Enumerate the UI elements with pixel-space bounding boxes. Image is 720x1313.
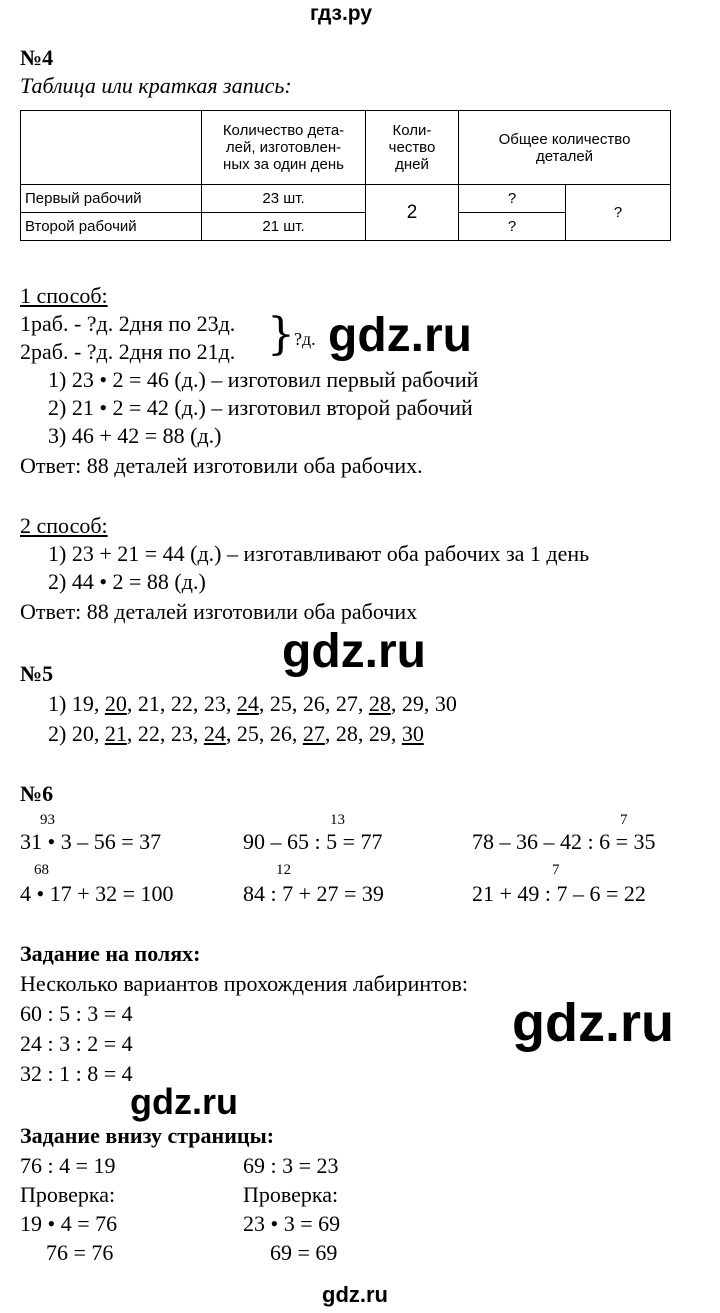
- table-header-cell: Коли- чество дней: [366, 111, 459, 185]
- watermark: gdz.ru: [130, 1081, 238, 1122]
- sequence-number: 20: [71, 721, 94, 746]
- task4-table: [20, 110, 671, 241]
- sequence-number-underlined: 21: [104, 721, 127, 746]
- table-cell: Первый рабочий: [21, 185, 202, 213]
- bottom-task-left-line: 76 : 4 = 19: [20, 1153, 116, 1178]
- sequence-number: 29: [368, 721, 391, 746]
- bottom-task-right-line: Проверка:: [243, 1182, 339, 1207]
- method2-answer: Ответ: 88 деталей изготовили оба рабочих: [20, 599, 418, 624]
- table-cell: 21 шт.: [202, 213, 366, 241]
- aux-number: 68: [34, 862, 49, 878]
- bottom-task-left-line: Проверка:: [20, 1182, 116, 1207]
- task6-expression: 90 – 65 : 5 = 77: [243, 829, 383, 854]
- sequence-number: 30: [434, 691, 457, 716]
- bottom-task-left-line: 19 • 4 = 76: [20, 1211, 118, 1236]
- sequence-number: 29: [401, 691, 424, 716]
- aux-number: 93: [40, 812, 55, 828]
- table-cell: 23 шт.: [202, 185, 366, 213]
- sequence-number-underlined: 30: [401, 721, 424, 746]
- bottom-task-title: Задание внизу страницы:: [20, 1123, 275, 1148]
- aux-number: 12: [276, 862, 291, 878]
- method1-brief-2: 2раб. - ?д. 2дня по 21д.: [20, 339, 236, 364]
- task6-expression: 84 : 7 + 27 = 39: [243, 881, 384, 906]
- watermark: gdz.ru: [282, 625, 426, 678]
- method1-label: 1 способ:: [20, 283, 108, 308]
- sequence-number-underlined: 24: [236, 691, 259, 716]
- sequence-prefix: 2): [48, 721, 72, 746]
- aux-number: 13: [330, 812, 345, 828]
- watermark-top: гдз.ру: [310, 2, 373, 25]
- brace-result: ?д.: [294, 329, 316, 349]
- sequence-number: 23: [203, 691, 226, 716]
- table-header-row: [21, 111, 671, 185]
- watermark: gdz.ru: [512, 993, 674, 1053]
- sequence-number: 26: [269, 721, 292, 746]
- method1-step: 3) 46 + 42 = 88 (д.): [48, 423, 222, 448]
- task5-line-1: 1) 19, 20, 21, 22, 23, 24, 25, 26, 27, 28, 29, 30: [48, 691, 457, 716]
- sequence-prefix: 1): [48, 691, 72, 716]
- method1-step: 1) 23 • 2 = 46 (д.) – изготовил первый рабочий: [48, 367, 479, 392]
- sequence-number: 25: [269, 691, 292, 716]
- watermark: gdz.ru: [328, 309, 472, 362]
- sequence-number-underlined: 24: [203, 721, 226, 746]
- bottom-task-right-line: 69 = 69: [270, 1240, 338, 1265]
- sequence-number: 22: [137, 721, 160, 746]
- aux-number: 7: [552, 862, 560, 878]
- method2-step: 2) 44 • 2 = 88 (д.): [48, 569, 206, 594]
- task6-expression: 78 – 36 – 42 : 6 = 35: [472, 829, 656, 854]
- task5-title: №5: [20, 661, 54, 686]
- sequence-number: 23: [170, 721, 193, 746]
- table-header-cell: Количество дета- лей, изготовлен- ных за один день: [202, 111, 366, 185]
- task6-title: №6: [20, 781, 54, 806]
- sequence-number-underlined: 27: [302, 721, 325, 746]
- watermark-bottom: gdz.ru: [322, 1282, 388, 1307]
- task4-subtitle: Таблица или краткая запись:: [20, 73, 292, 98]
- table-header-cell: [21, 111, 202, 185]
- task5-line-2: 2) 20, 21, 22, 23, 24, 25, 26, 27, 28, 29, 30: [48, 721, 424, 746]
- margin-task-line: 24 : 3 : 2 = 4: [20, 1031, 133, 1056]
- brace-symbol: }: [267, 309, 295, 360]
- sequence-number: 22: [170, 691, 193, 716]
- method1-brief-1: 1раб. - ?д. 2дня по 23д.: [20, 311, 236, 336]
- table-cell: Второй рабочий: [21, 213, 202, 241]
- margin-task-intro: Несколько вариантов прохождения лабиринтов:: [20, 971, 468, 996]
- method2-step: 1) 23 + 21 = 44 (д.) – изготавливают оба рабочих за 1 день: [48, 541, 590, 566]
- method2-label: 2 способ:: [20, 513, 108, 538]
- sequence-number: 19: [71, 691, 94, 716]
- table-row: [21, 185, 671, 213]
- sequence-number: 21: [137, 691, 160, 716]
- task4-title: №4: [20, 45, 54, 70]
- sequence-number-underlined: 28: [368, 691, 391, 716]
- table-cell: ?: [566, 185, 671, 241]
- table-cell: ?: [459, 185, 566, 213]
- sequence-number-underlined: 20: [104, 691, 127, 716]
- margin-task-line: 60 : 5 : 3 = 4: [20, 1001, 133, 1026]
- task6-expression: 21 + 49 : 7 – 6 = 22: [472, 881, 646, 906]
- sequence-number: 25: [236, 721, 259, 746]
- margin-task-line: 32 : 1 : 8 = 4: [20, 1061, 133, 1086]
- sequence-number: 28: [335, 721, 358, 746]
- method1-step: 2) 21 • 2 = 42 (д.) – изготовил второй рабочий: [48, 395, 473, 420]
- table-cell: ?: [459, 213, 566, 241]
- task6-expression: 31 • 3 – 56 = 37: [20, 829, 162, 854]
- sequence-number: 27: [335, 691, 358, 716]
- margin-task-title: Задание на полях:: [20, 941, 201, 966]
- sequence-number: 26: [302, 691, 325, 716]
- aux-number: 7: [620, 812, 628, 828]
- table-header-cell: Общее количество деталей: [459, 111, 671, 185]
- table-cell: 2: [366, 185, 459, 241]
- method1-answer: Ответ: 88 деталей изготовили оба рабочих.: [20, 453, 423, 478]
- bottom-task-right-line: 69 : 3 = 23: [243, 1153, 339, 1178]
- bottom-task-right-line: 23 • 3 = 69: [243, 1211, 341, 1236]
- bottom-task-left-line: 76 = 76: [46, 1240, 114, 1265]
- task6-expression: 4 • 17 + 32 = 100: [20, 881, 174, 906]
